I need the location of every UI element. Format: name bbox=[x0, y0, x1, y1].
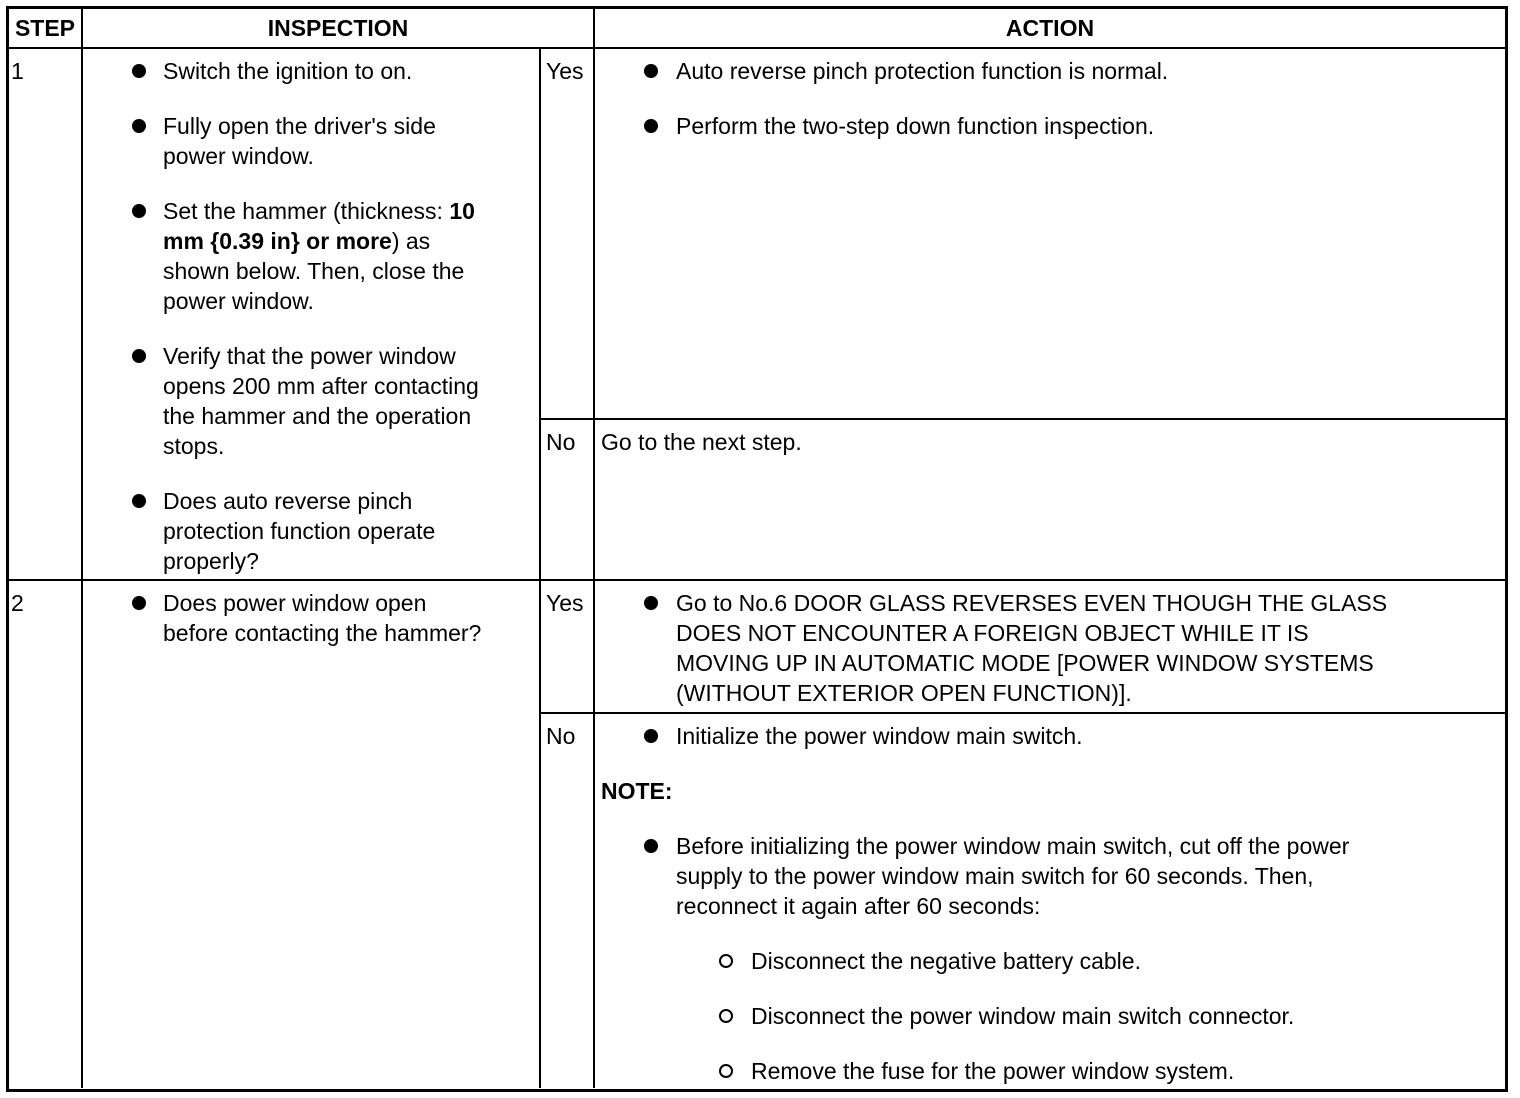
inspection-line: power window. bbox=[163, 288, 314, 314]
bullet-icon bbox=[644, 119, 658, 133]
inspection-line: properly? bbox=[163, 548, 259, 574]
circle-bullet-icon bbox=[719, 1009, 733, 1023]
divider-result-action bbox=[593, 8, 595, 1088]
inspection-line: protection function operate bbox=[163, 518, 436, 544]
inspection-line: Set the hammer (thickness: 10 bbox=[163, 198, 475, 224]
bullet-icon bbox=[132, 596, 146, 610]
inspection-line: Switch the ignition to on. bbox=[163, 58, 413, 84]
action-line: (WITHOUT EXTERIOR OPEN FUNCTION)]. bbox=[676, 680, 1132, 706]
note-line: supply to the power window main switch for 60 seconds. Then, bbox=[676, 863, 1314, 889]
step-number: 2 bbox=[11, 590, 24, 616]
result-no: No bbox=[546, 723, 576, 749]
inspection-line: the hammer and the operation bbox=[163, 403, 472, 429]
bullet-icon bbox=[132, 349, 146, 363]
action-line: Perform the two-step down function inspection. bbox=[676, 113, 1155, 139]
divider-inspection-result bbox=[539, 49, 541, 1088]
action-line: MOVING UP IN AUTOMATIC MODE [POWER WINDOW SYSTEMS bbox=[676, 650, 1374, 676]
inspection-line: power window. bbox=[163, 143, 314, 169]
note-label: NOTE: bbox=[601, 778, 673, 804]
header-step: STEP bbox=[14, 15, 76, 41]
inspection-line: stops. bbox=[163, 433, 225, 459]
note-line: reconnect it again after 60 seconds: bbox=[676, 893, 1041, 919]
note-line: Before initializing the power window main switch, cut off the power bbox=[676, 833, 1350, 859]
action-line: Auto reverse pinch protection function is normal. bbox=[676, 58, 1169, 84]
action-line: Go to the next step. bbox=[601, 429, 802, 455]
bullet-icon bbox=[644, 64, 658, 78]
bullet-icon bbox=[644, 729, 658, 743]
inspection-line: Does power window open bbox=[163, 590, 427, 616]
circle-bullet-icon bbox=[719, 954, 733, 968]
divider-step-column bbox=[81, 8, 83, 1088]
bullet-icon bbox=[132, 204, 146, 218]
bullet-icon bbox=[644, 596, 658, 610]
inspection-line: shown below. Then, close the bbox=[163, 258, 465, 284]
divider-step1-step2 bbox=[8, 579, 1505, 581]
inspection-line: before contacting the hammer? bbox=[163, 620, 482, 646]
result-yes: Yes bbox=[546, 590, 584, 616]
inspection-line: Fully open the driver's side bbox=[163, 113, 436, 139]
inspection-line: Verify that the power window bbox=[163, 343, 456, 369]
header-action: ACTION bbox=[1005, 15, 1095, 41]
action-line: Initialize the power window main switch. bbox=[676, 723, 1083, 749]
bullet-icon bbox=[132, 494, 146, 508]
result-yes: Yes bbox=[546, 58, 584, 84]
sub-item: Remove the fuse for the power window system. bbox=[751, 1058, 1235, 1084]
step-number: 1 bbox=[11, 58, 24, 84]
bullet-icon bbox=[132, 64, 146, 78]
inspection-line: Does auto reverse pinch bbox=[163, 488, 413, 514]
result-no: No bbox=[546, 429, 576, 455]
sub-item: Disconnect the negative battery cable. bbox=[751, 948, 1141, 974]
inspection-line: opens 200 mm after contacting bbox=[163, 373, 479, 399]
divider-step2-yes-no bbox=[539, 712, 1505, 714]
divider-step1-yes-no bbox=[539, 418, 1505, 420]
divider-header bbox=[8, 47, 1505, 49]
bullet-icon bbox=[132, 119, 146, 133]
circle-bullet-icon bbox=[719, 1064, 733, 1078]
bullet-icon bbox=[644, 839, 658, 853]
sub-item: Disconnect the power window main switch connector. bbox=[751, 1003, 1295, 1029]
header-inspection: INSPECTION bbox=[267, 15, 409, 41]
action-line: DOES NOT ENCOUNTER A FOREIGN OBJECT WHILE IT IS bbox=[676, 620, 1309, 646]
inspection-line: mm {0.39 in} or more) as bbox=[163, 228, 431, 254]
action-line: Go to No.6 DOOR GLASS REVERSES EVEN THOUGH THE GLASS bbox=[676, 590, 1388, 616]
